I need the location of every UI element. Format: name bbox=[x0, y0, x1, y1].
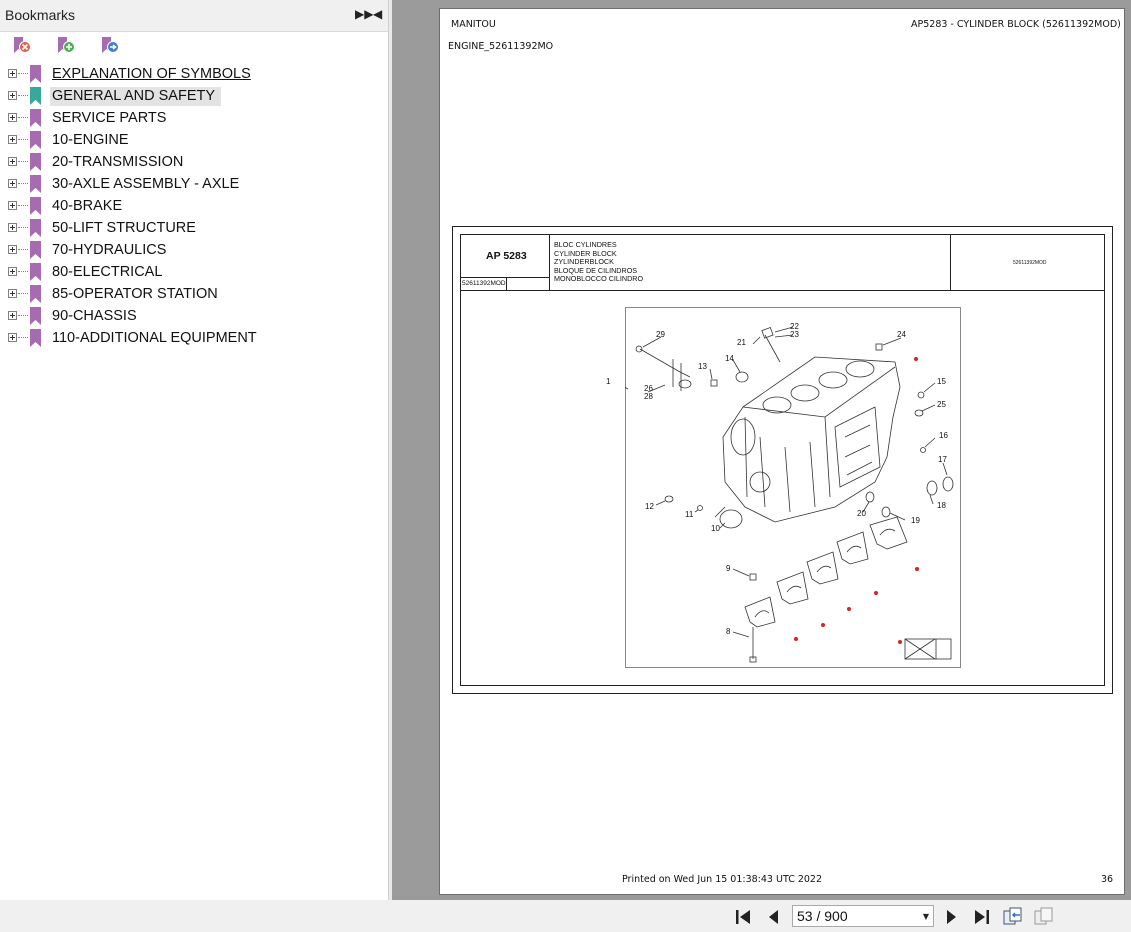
bookmark-label[interactable]: 10-ENGINE bbox=[52, 132, 129, 148]
bookmark-label[interactable]: 85-OPERATOR STATION bbox=[52, 286, 218, 302]
callout-number: 19 bbox=[911, 516, 920, 525]
callout-number: 11 bbox=[685, 510, 694, 519]
bookmark-item[interactable] bbox=[0, 107, 388, 129]
bookmark-add-icon[interactable] bbox=[55, 36, 77, 56]
bookmark-delete-icon[interactable] bbox=[11, 36, 33, 56]
callout-number: 23 bbox=[790, 330, 799, 339]
callout-number: 28 bbox=[644, 392, 653, 401]
expand-icon[interactable] bbox=[8, 69, 17, 78]
expand-icon[interactable] bbox=[8, 91, 17, 100]
callout-number: 25 bbox=[937, 400, 946, 409]
expand-panel-icon[interactable]: ▶▶ bbox=[355, 7, 374, 21]
expand-icon[interactable] bbox=[8, 223, 17, 232]
navigation-bar bbox=[0, 900, 1131, 932]
title-block-name: BLOC CYLINDRES bbox=[554, 240, 617, 249]
expand-icon[interactable] bbox=[8, 179, 17, 188]
callout-number: 13 bbox=[698, 362, 707, 371]
bookmark-label[interactable]: 70-HYDRAULICS bbox=[52, 242, 167, 258]
callout-number: 22 bbox=[790, 322, 799, 331]
callout-number: 20 bbox=[857, 509, 866, 518]
bookmark-flag-icon bbox=[30, 153, 41, 171]
bookmark-item[interactable] bbox=[0, 239, 388, 261]
bookmark-item[interactable] bbox=[0, 261, 388, 283]
bookmarks-title: Bookmarks bbox=[5, 7, 76, 23]
bookmark-item[interactable] bbox=[0, 217, 388, 239]
bookmark-label[interactable]: 90-CHASSIS bbox=[52, 308, 137, 324]
dropdown-arrow-icon[interactable]: ▼ bbox=[922, 912, 929, 921]
bookmarks-header bbox=[0, 0, 388, 32]
bookmark-label[interactable]: 30-AXLE ASSEMBLY - AXLE bbox=[52, 176, 240, 192]
bookmark-flag-icon bbox=[30, 87, 41, 105]
bookmark-flag-icon bbox=[30, 263, 41, 281]
expand-icon[interactable] bbox=[8, 333, 17, 342]
page-number-value[interactable]: 53 / 900 bbox=[797, 908, 848, 924]
callout-number: 16 bbox=[939, 431, 948, 440]
callout-number: 29 bbox=[656, 330, 665, 339]
bookmark-flag-icon bbox=[30, 329, 41, 347]
bookmark-item[interactable] bbox=[0, 195, 388, 217]
page-footer-number: 36 bbox=[1101, 874, 1114, 885]
callout-number: 8 bbox=[726, 627, 731, 636]
next-view-icon[interactable] bbox=[1033, 907, 1055, 927]
callout-number: 24 bbox=[897, 330, 906, 339]
bookmark-label[interactable]: 110-ADDITIONAL EQUIPMENT bbox=[52, 330, 257, 346]
title-block-right-ref: 52611392MOD bbox=[1013, 260, 1047, 266]
page-footer-printed: Printed on Wed Jun 15 01:38:43 UTC 2022 bbox=[622, 874, 823, 885]
previous-view-icon[interactable] bbox=[1002, 907, 1024, 927]
bookmark-label[interactable]: 20-TRANSMISSION bbox=[52, 154, 184, 170]
cylinder-block-illustration bbox=[625, 307, 961, 668]
bookmark-flag-icon bbox=[30, 131, 41, 149]
bookmarks-panel bbox=[0, 0, 389, 900]
bookmark-goto-icon[interactable] bbox=[99, 36, 121, 56]
title-block-name: BLOQUE DE CILINDROS bbox=[554, 266, 638, 275]
callout-number: 12 bbox=[645, 502, 654, 511]
page-number-field[interactable] bbox=[792, 905, 934, 927]
bookmark-label[interactable]: SERVICE PARTS bbox=[52, 110, 167, 126]
expand-icon[interactable] bbox=[8, 311, 17, 320]
bookmark-flag-icon bbox=[30, 109, 41, 127]
next-page-icon[interactable] bbox=[941, 907, 961, 927]
callout-number: 18 bbox=[937, 501, 946, 510]
page-header-right: AP5283 - CYLINDER BLOCK (52611392MOD) bbox=[911, 19, 1121, 30]
bookmark-item[interactable] bbox=[0, 151, 388, 173]
callout-number: 17 bbox=[938, 455, 947, 464]
callout-number: 21 bbox=[737, 338, 746, 347]
callout-number: 15 bbox=[937, 377, 946, 386]
bookmark-flag-icon bbox=[30, 307, 41, 325]
bookmark-flag-icon bbox=[30, 219, 41, 237]
callout-number: 26 bbox=[644, 384, 653, 393]
title-block-code: AP 5283 bbox=[486, 250, 527, 262]
expand-icon[interactable] bbox=[8, 135, 17, 144]
first-page-icon[interactable] bbox=[734, 907, 754, 927]
callout-number: 1 bbox=[606, 377, 611, 386]
bookmark-item[interactable] bbox=[0, 63, 388, 85]
bookmark-item[interactable] bbox=[0, 85, 388, 107]
bookmark-item[interactable] bbox=[0, 129, 388, 151]
expand-icon[interactable] bbox=[8, 157, 17, 166]
bookmark-label[interactable]: EXPLANATION OF SYMBOLS bbox=[52, 66, 251, 82]
page-subheader: ENGINE_52611392MO bbox=[448, 41, 554, 52]
bookmark-label[interactable]: GENERAL AND SAFETY bbox=[50, 87, 221, 106]
bookmark-label[interactable]: 40-BRAKE bbox=[52, 198, 123, 214]
expand-icon[interactable] bbox=[8, 201, 17, 210]
title-block-name: ZYLINDERBLOCK bbox=[554, 257, 614, 266]
title-block-name: MONOBLOCCO CILINDRO bbox=[554, 274, 644, 283]
bookmark-flag-icon bbox=[30, 241, 41, 259]
bookmark-item[interactable] bbox=[0, 305, 388, 327]
expand-icon[interactable] bbox=[8, 289, 17, 298]
title-block-name: CYLINDER BLOCK bbox=[554, 249, 617, 258]
expand-icon[interactable] bbox=[8, 245, 17, 254]
bookmark-item[interactable] bbox=[0, 283, 388, 305]
bookmark-flag-icon bbox=[30, 175, 41, 193]
callout-number: 9 bbox=[726, 564, 731, 573]
callout-number: 14 bbox=[725, 354, 734, 363]
collapse-panel-icon[interactable]: ◀ bbox=[373, 7, 383, 21]
title-block-ref: 52611392MOD bbox=[462, 280, 506, 287]
bookmark-flag-icon bbox=[30, 285, 41, 303]
callout-number: 10 bbox=[711, 524, 720, 533]
bookmark-label[interactable]: 50-LIFT STRUCTURE bbox=[52, 220, 196, 236]
page-header-left: MANITOU bbox=[451, 19, 496, 30]
bookmark-flag-icon bbox=[30, 197, 41, 215]
bookmark-label[interactable]: 80-ELECTRICAL bbox=[52, 264, 163, 280]
expand-icon[interactable] bbox=[8, 113, 17, 122]
previous-page-icon[interactable] bbox=[764, 907, 784, 927]
bookmark-flag-icon bbox=[30, 65, 41, 83]
bookmark-item[interactable] bbox=[0, 173, 388, 195]
last-page-icon[interactable] bbox=[971, 907, 991, 927]
expand-icon[interactable] bbox=[8, 267, 17, 276]
bookmark-item[interactable] bbox=[0, 327, 388, 349]
